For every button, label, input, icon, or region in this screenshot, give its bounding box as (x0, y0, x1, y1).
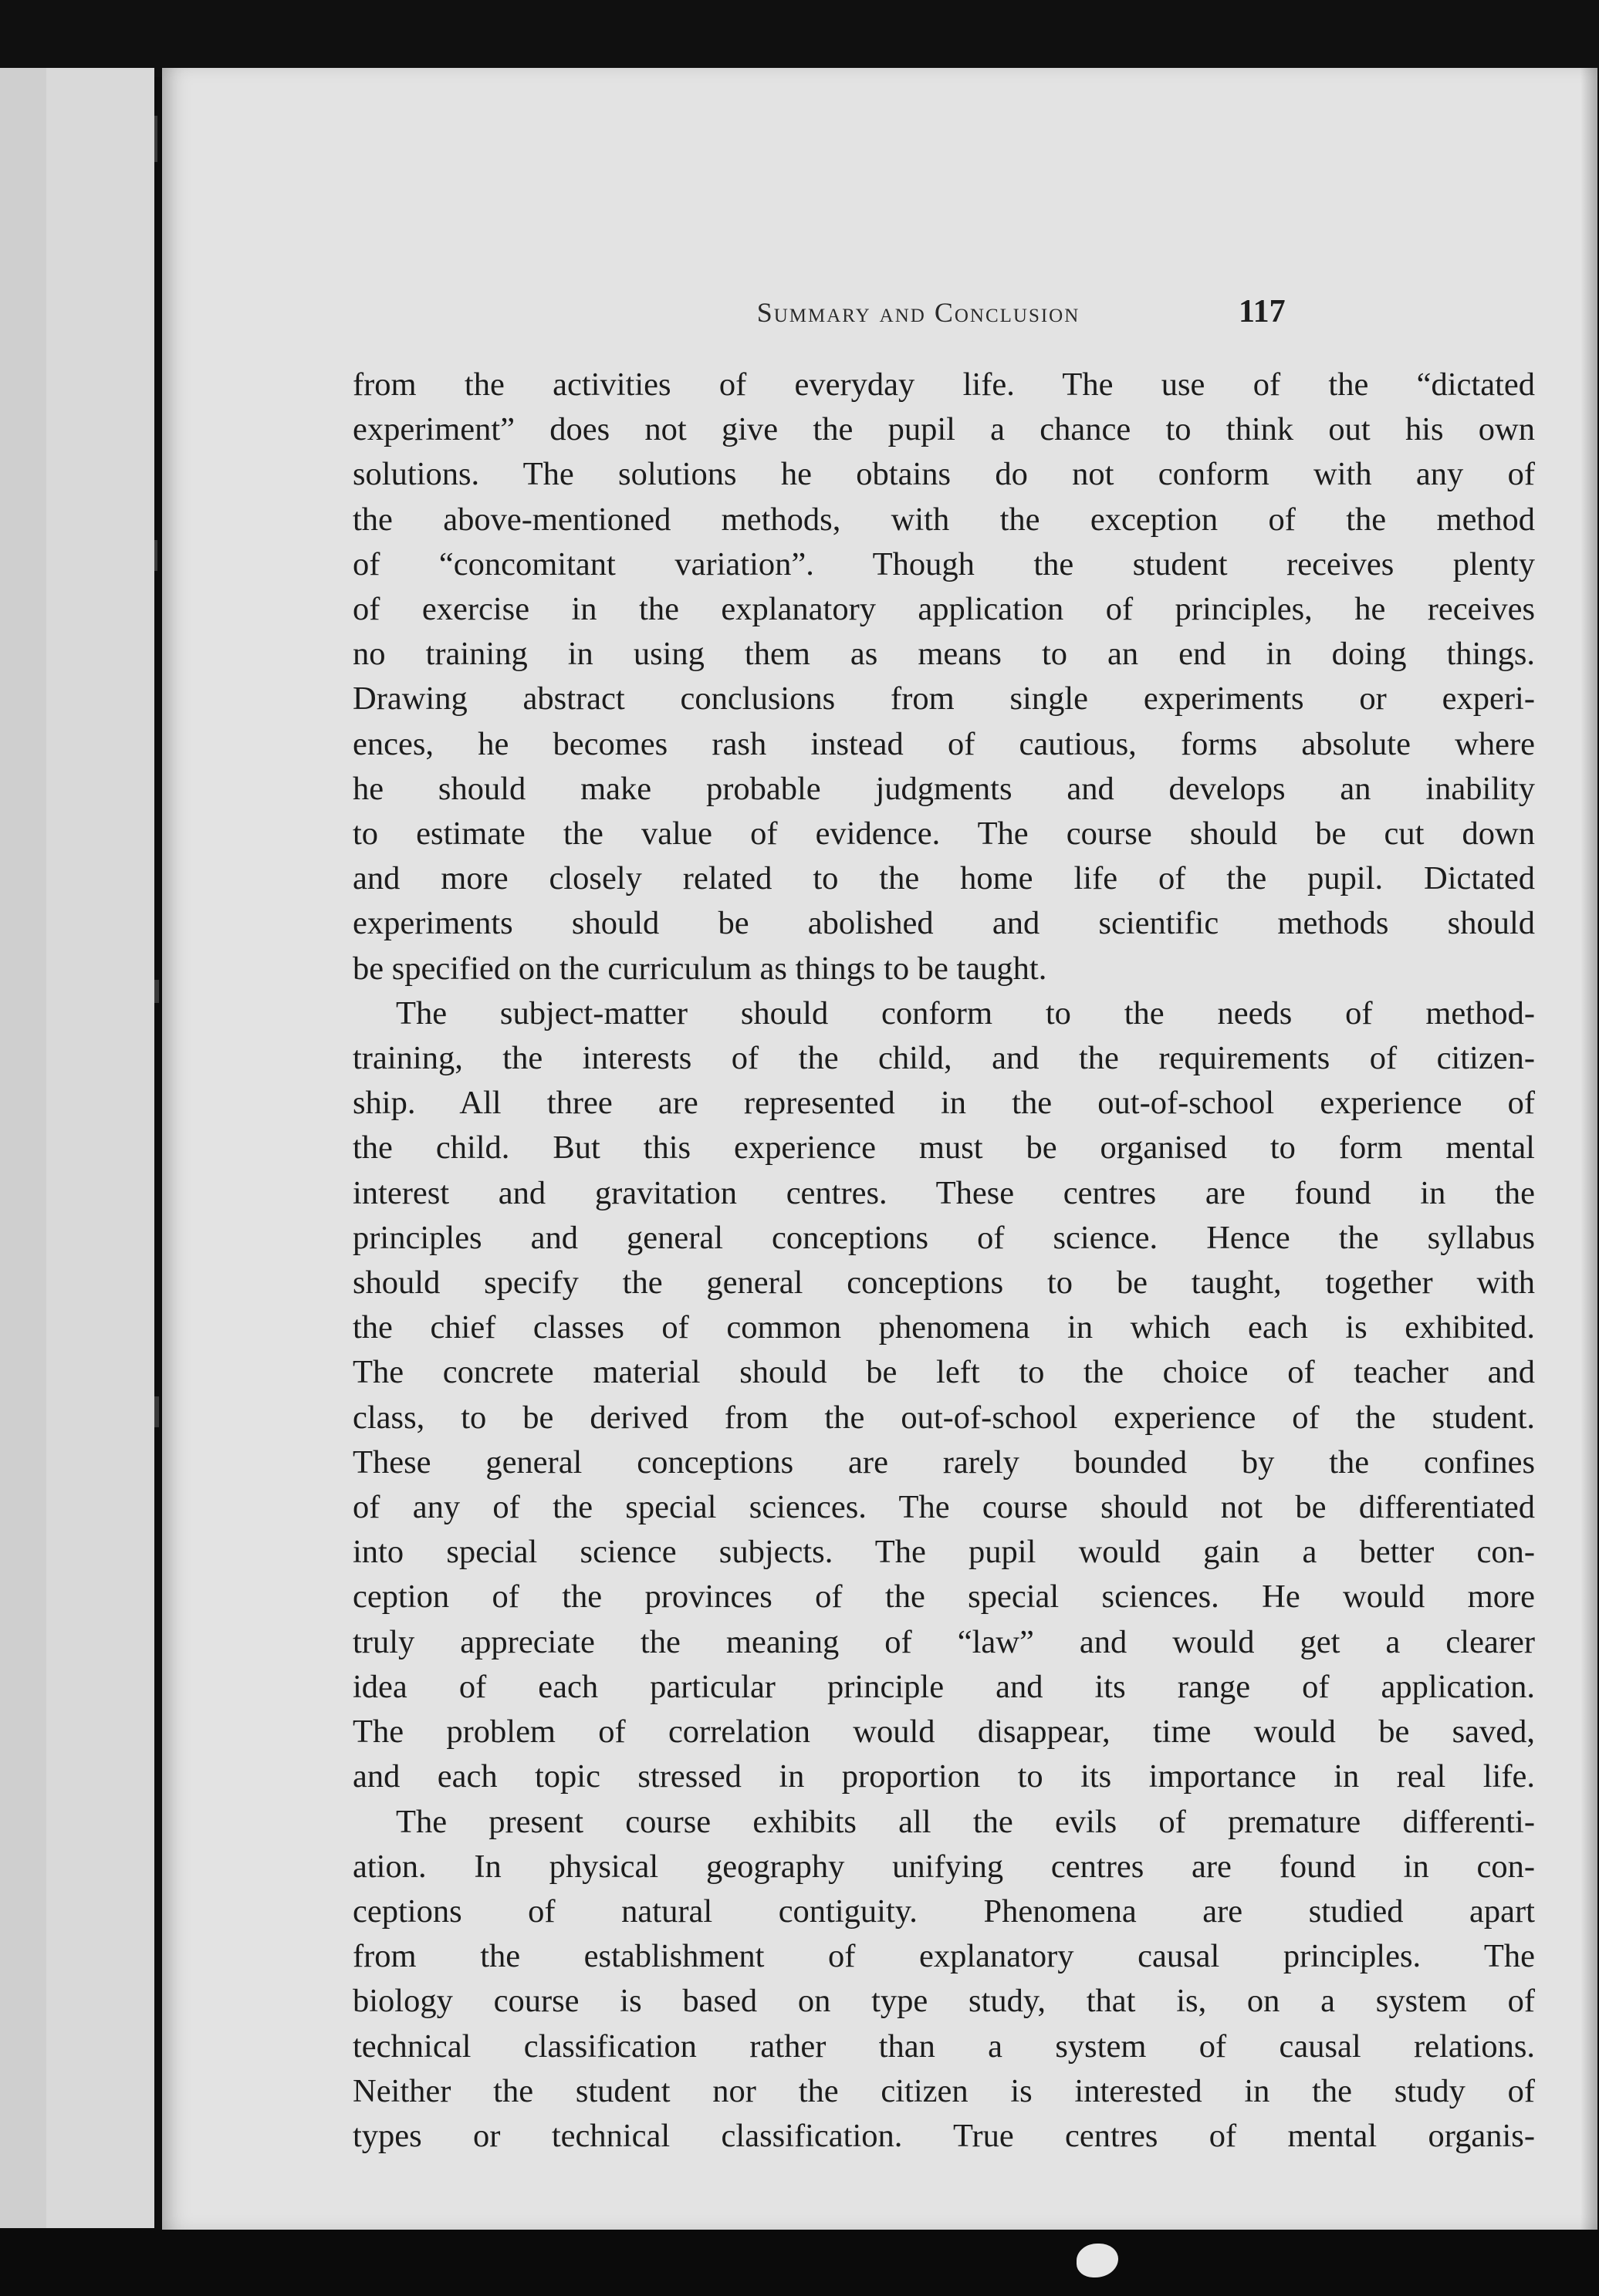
text-line: The problem of correlation would disappear, time would be saved, (353, 1714, 1535, 1751)
text-line: he should make probable judgments and develops an inability (353, 770, 1535, 807)
text-line: The subject-matter should conform to the needs of method- (396, 994, 1535, 1032)
text-line: from the establishment of explanatory causal principles. The (353, 1938, 1535, 1975)
text-line: class, to be derived from the out-of-school experience of the student. (353, 1399, 1535, 1436)
text-line: the above-mentioned methods, with the exception of the method (353, 501, 1535, 538)
text-line: the child. But this experience must be organised to form mental (353, 1129, 1535, 1167)
text-line: Drawing abstract conclusions from single experiments or experi- (353, 680, 1535, 718)
binding-mark (154, 1396, 159, 1427)
text-line: into special science subjects. The pupil would gain a better con- (353, 1534, 1535, 1571)
text-line: idea of each particular principle and its range of application. (353, 1668, 1535, 1705)
text-line: truly appreciate the meaning of “law” and would get a clearer (353, 1623, 1535, 1660)
text-line: no training in using them as means to an end in doing things. (353, 636, 1535, 673)
text-line: to estimate the value of evidence. The course should be cut down (353, 815, 1535, 853)
book-page (162, 68, 1597, 2230)
text-line: solutions. The solutions he obtains do not conform with any of (353, 456, 1535, 493)
text-line: should specify the general conceptions to be taught, together with (353, 1264, 1535, 1302)
text-line: of “concomitant variation”. Though the student receives plenty (353, 545, 1535, 582)
text-line: training, the interests of the child, and the requirements of citizen- (353, 1040, 1535, 1077)
text-line: of exercise in the explanatory application of principles, he receives (353, 591, 1535, 628)
text-line: ation. In physical geography unifying centres are found in con- (353, 1848, 1535, 1885)
text-line: principles and general conceptions of science. Hence the syllabus (353, 1219, 1535, 1256)
text-line: interest and gravitation centres. These centres are found in the (353, 1174, 1535, 1211)
binding-mark (154, 116, 157, 162)
facing-page-edge (0, 68, 154, 2228)
text-line: Neither the student nor the citizen is interested in the study of (353, 2072, 1535, 2109)
text-line: of any of the special sciences. The course should not be differentiated (353, 1489, 1535, 1526)
text-line: experiment” does not give the pupil a chance to think out his own (353, 411, 1535, 448)
text-line: and each topic stressed in proportion to its importance in real life. (353, 1758, 1535, 1795)
text-line: These general conceptions are rarely bounded by the confines (353, 1443, 1535, 1481)
body-text (353, 363, 1535, 2159)
text-line: ship. All three are represented in the out-of-school experience of (353, 1085, 1535, 1122)
text-line: The concrete material should be left to the choice of teacher and (353, 1354, 1535, 1391)
binding-mark (154, 980, 159, 1003)
text-line: ences, he becomes rash instead of cautious, forms absolute where (353, 725, 1535, 762)
text-line: and more closely related to the home life of the pupil. Dictated (353, 860, 1535, 897)
text-line: ceptions of natural contiguity. Phenomena are studied apart (353, 1893, 1535, 1930)
text-line: The present course exhibits all the evils of premature differenti- (396, 1803, 1535, 1840)
text-line: ception of the provinces of the special sciences. He would more (353, 1578, 1535, 1616)
text-line: from the activities of everyday life. The use of the “dictated (353, 366, 1535, 403)
text-line: biology course is based on type study, that is, on a system of (353, 1983, 1535, 2020)
binding-mark (154, 540, 157, 571)
text-line: the chief classes of common phenomena in which each is exhibited. (353, 1309, 1535, 1346)
scan-top-border (0, 0, 1599, 77)
text-line: technical classification rather than a system of causal relations. (353, 2028, 1535, 2065)
text-line: experiments should be abolished and scientific methods should (353, 905, 1535, 942)
text-line: types or technical classification. True centres of mental organis- (353, 2117, 1535, 2154)
page-number: 117 (1239, 294, 1286, 329)
scan-bottom-border (0, 2230, 1599, 2296)
text-line: be specified on the curriculum as things to be taught. (353, 950, 1047, 987)
running-head: Summary and Conclusion (756, 297, 1080, 328)
